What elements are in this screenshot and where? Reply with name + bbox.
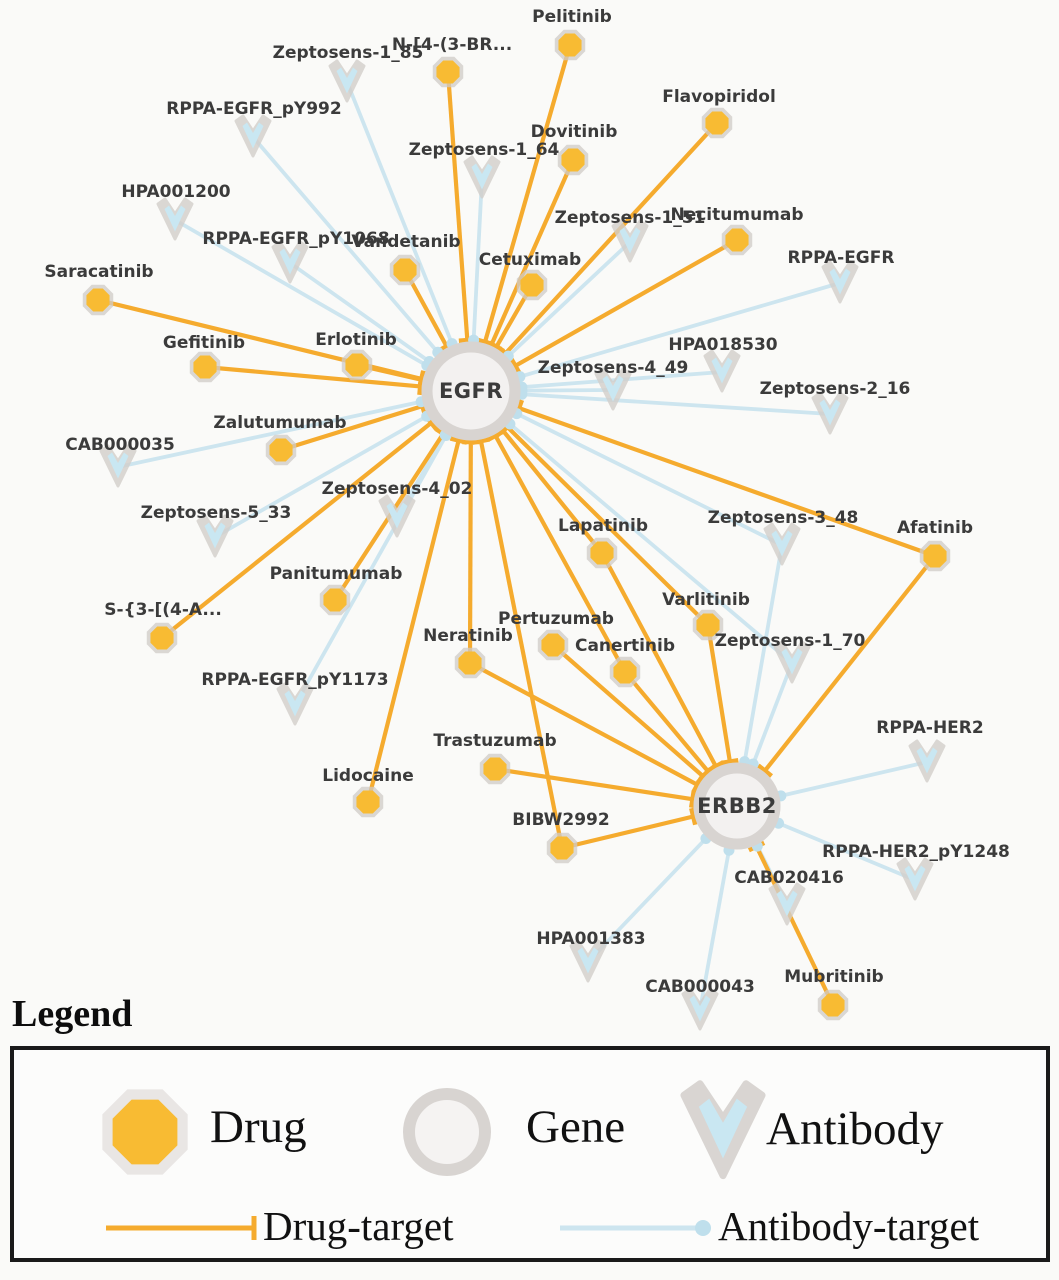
node-label-gefitinib: Gefitinib	[162, 333, 246, 353]
antibody-node-z164[interactable]	[465, 157, 499, 197]
drug-node-afatinib[interactable]	[920, 541, 950, 571]
node-labels	[44, 7, 1009, 997]
drug-node-vandetanib[interactable]	[390, 255, 420, 285]
antibody-node-py1173[interactable]	[278, 684, 312, 724]
node-label-z170: Zeptosens-1_70	[714, 631, 866, 651]
antibody-node-cab020416[interactable]	[770, 884, 804, 924]
node-label-lidocaine: Lidocaine	[322, 766, 414, 786]
antibody-target-legend-icon	[556, 1212, 716, 1244]
legend-title: Legend	[12, 993, 133, 1035]
drug-node-canertinib[interactable]	[610, 657, 640, 687]
drug-node-neratinib[interactable]	[455, 648, 485, 678]
gene-label-erbb2: ERBB2	[697, 794, 777, 818]
node-label-py1173: RPPA-EGFR_pY1173	[201, 670, 389, 690]
drug-node-erlotinib[interactable]	[342, 350, 372, 380]
node-label-z533: Zeptosens-5_33	[140, 503, 292, 523]
node-label-varlitinib: Varlitinib	[662, 590, 750, 610]
node-label-hpa018530: HPA018530	[668, 335, 778, 355]
node-label-cab020416: CAB020416	[734, 868, 844, 888]
antibody-node-rppa-her2[interactable]	[910, 741, 944, 781]
node-label-lapatinib: Lapatinib	[558, 516, 648, 536]
gene-legend-icon	[402, 1087, 492, 1177]
node-label-afatinib: Afatinib	[896, 518, 974, 538]
drug-node-pertuzumab[interactable]	[538, 630, 568, 660]
inhibition-tee-icon	[721, 760, 738, 763]
drug-node-cetuximab[interactable]	[517, 270, 547, 300]
node-label-neratinib: Neratinib	[423, 626, 513, 646]
node-label-n4-3br: N-[4-(3-BR...	[391, 35, 513, 55]
antibody-node-rppa-egfr[interactable]	[823, 262, 857, 302]
drug-node-zalutumumab[interactable]	[266, 435, 296, 465]
node-label-zalutumumab: Zalutumumab	[213, 413, 347, 433]
node-label-hpa001200: HPA001200	[121, 182, 231, 202]
drug-node-lapatinib[interactable]	[587, 538, 617, 568]
inhibition-tee-icon	[691, 791, 694, 808]
node-label-cab000035: CAB000035	[65, 435, 175, 455]
node-label-z402: Zeptosens-4_02	[321, 479, 473, 499]
drug-node-bibw2992[interactable]	[547, 833, 577, 863]
node-label-rppa-her2: RPPA-HER2	[876, 718, 984, 738]
node-label-vandetanib: Vandetanib	[351, 232, 461, 252]
node-label-z151: Zeptosens-1_51	[554, 208, 706, 228]
node-label-py1248: RPPA-HER2_pY1248	[822, 842, 1010, 862]
drug-node-necitumumab[interactable]	[722, 225, 752, 255]
drug-node-mubritinib[interactable]	[818, 990, 848, 1020]
drug-target-edge-canertinib	[625, 672, 708, 771]
antibody-node-z348[interactable]	[765, 524, 799, 564]
node-label-cab000043: CAB000043	[645, 977, 755, 997]
node-label-erlotinib: Erlotinib	[315, 330, 397, 350]
drug-node-gefitinib[interactable]	[190, 352, 220, 382]
node-label-py1068: RPPA-EGFR_pY1068	[202, 229, 390, 249]
node-label-canertinib: Canertinib	[574, 636, 676, 656]
antibody-legend-label: Antibody	[766, 1103, 944, 1155]
node-label-saracatinib: Saracatinib	[44, 262, 154, 282]
drug-node-n4-3br[interactable]	[433, 57, 463, 87]
node-label-flavopiridol: Flavopiridol	[662, 87, 776, 107]
node-label-mubritinib: Mubritinib	[784, 967, 884, 987]
node-label-trastuzumab: Trastuzumab	[433, 731, 557, 751]
antibody-target-edge-z185	[347, 82, 452, 344]
drug-target-legend-icon	[102, 1212, 272, 1244]
node-label-z449: Zeptosens-4_49	[537, 358, 689, 378]
node-label-z185: Zeptosens-1_85	[272, 43, 424, 63]
node-label-dovitinib: Dovitinib	[530, 122, 618, 142]
drug-legend-label: Drug	[210, 1101, 307, 1153]
node-label-z164: Zeptosens-1_64	[408, 140, 560, 160]
antibody-target-edge-rppa-her2	[781, 762, 927, 796]
node-label-hpa001383: HPA001383	[536, 929, 646, 949]
drug-target-edge-n4-3br	[448, 72, 467, 340]
node-label-panitumumab: Panitumumab	[269, 564, 403, 584]
drug-legend-icon	[97, 1084, 193, 1180]
drug-node-lidocaine[interactable]	[353, 787, 383, 817]
node-label-z348: Zeptosens-3_48	[707, 508, 859, 528]
node-label-pertuzumab: Pertuzumab	[498, 609, 614, 629]
antibody-node-z185[interactable]	[330, 61, 364, 101]
node-label-rppa-egfr: RPPA-EGFR	[787, 248, 895, 268]
drug-node-trastuzumab[interactable]	[480, 754, 510, 784]
node-label-cetuximab: Cetuximab	[478, 250, 582, 270]
antibody-target-legend-label: Antibody-target	[718, 1203, 980, 1249]
drug-node-saracatinib[interactable]	[83, 285, 113, 315]
drug-node-dovitinib[interactable]	[558, 145, 588, 175]
legend-box	[10, 1046, 1050, 1262]
drug-node-flavopiridol[interactable]	[702, 108, 732, 138]
node-label-pelitinib: Pelitinib	[532, 7, 612, 27]
node-label-z216: Zeptosens-2_16	[759, 379, 911, 399]
drug-node-pelitinib[interactable]	[555, 30, 585, 60]
gene-legend-label: Gene	[526, 1101, 626, 1153]
node-label-py992: RPPA-EGFR_pY992	[166, 99, 342, 119]
antibody-legend-icon	[678, 1080, 768, 1184]
node-label-necitumumab: Necitumumab	[670, 205, 804, 225]
antibody-node-hpa001200[interactable]	[158, 199, 192, 239]
drug-node-panitumumab[interactable]	[320, 585, 350, 615]
node-label-s3-4a: S-{3-[(4-A...	[104, 600, 222, 620]
antibody-target-edge-z449	[522, 390, 613, 391]
drug-target-legend-label: Drug-target	[263, 1203, 454, 1249]
node-label-bibw2992: BIBW2992	[512, 810, 610, 830]
antibody-target-edge-z348	[745, 545, 782, 762]
drug-target-edge-trastuzumab	[495, 769, 693, 799]
drug-node-s3-4a[interactable]	[147, 623, 177, 653]
gene-label-egfr: EGFR	[438, 379, 504, 403]
antibody-node-py1248[interactable]	[898, 859, 932, 899]
